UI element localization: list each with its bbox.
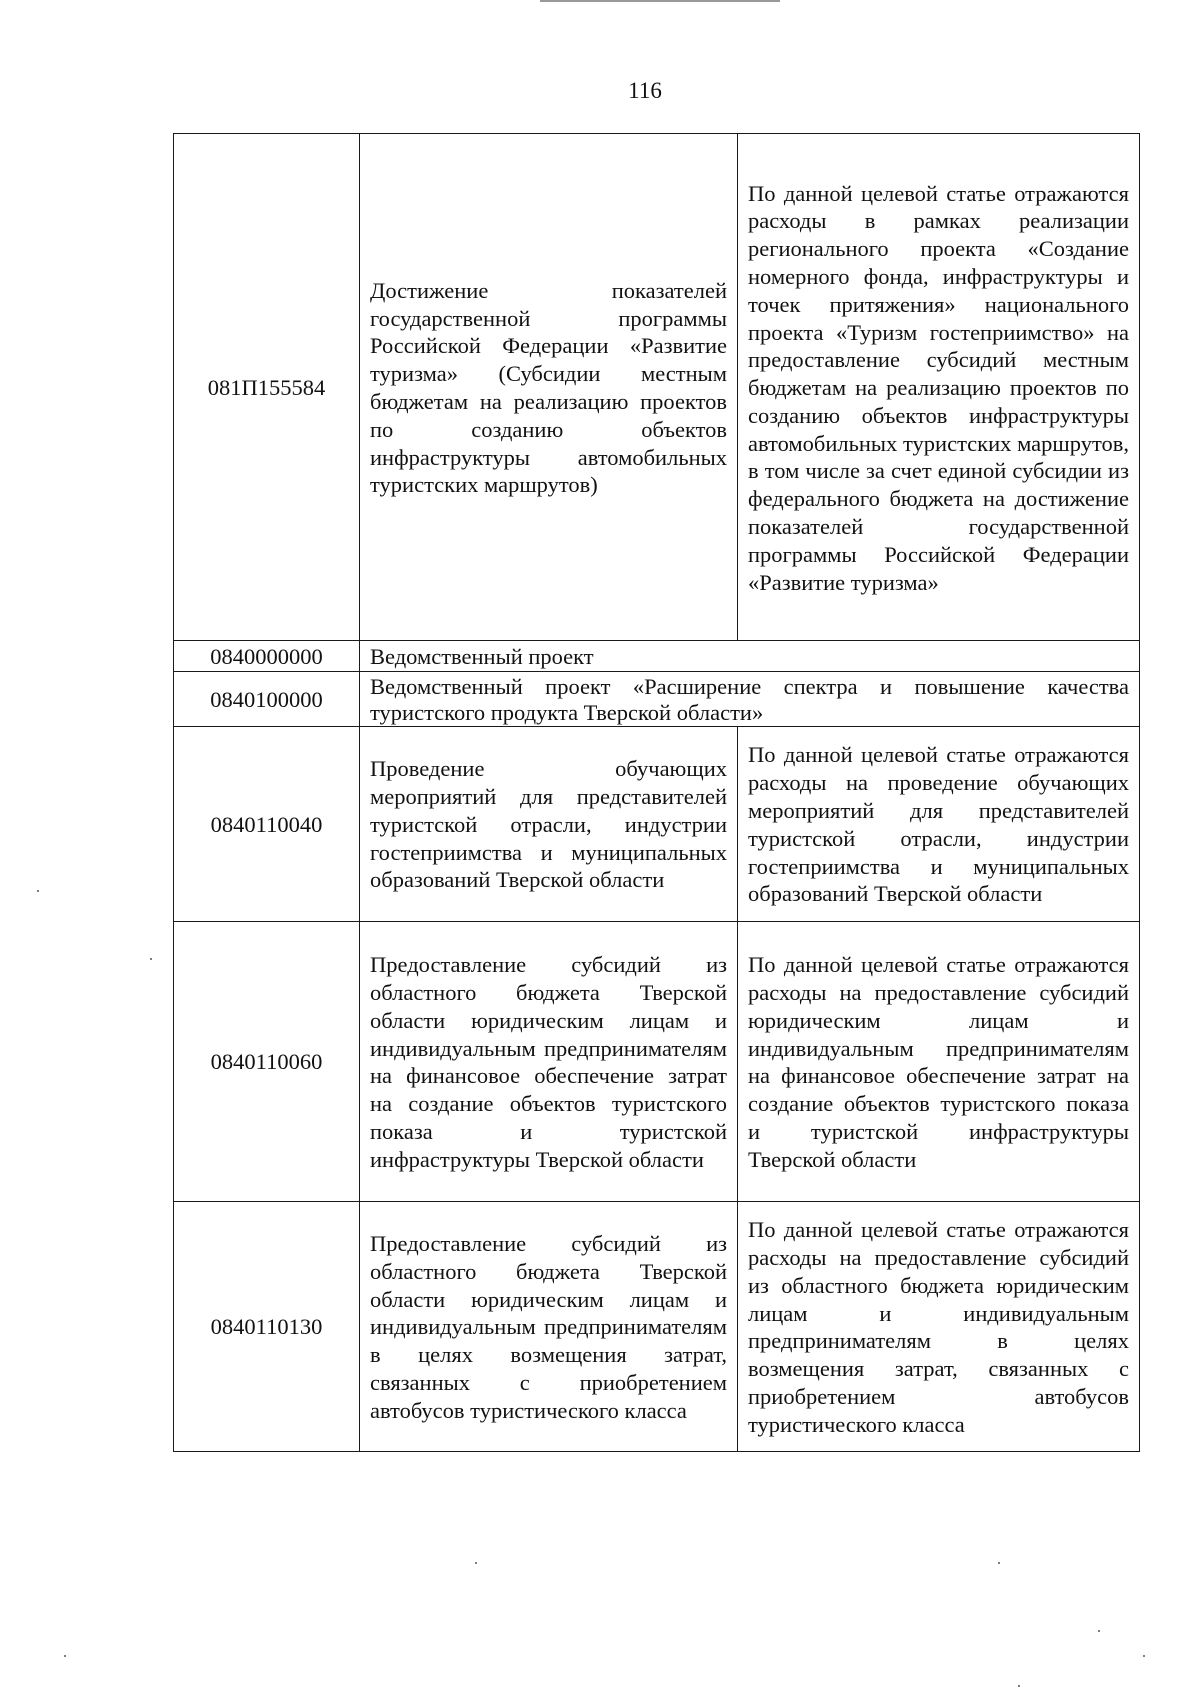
target-article-name: Ведомственный проект: [360, 641, 1140, 672]
target-article-name: Предоставление субсидий из областного бюджета Тверской области юридическим лицам и индивидуальным предпринимателям на финансовое обеспечение затрат на создание объектов туристского показа и туристской инфраструктуры Тверской области: [360, 921, 738, 1201]
table-row: [174, 641, 1140, 672]
scan-speck: [998, 1562, 1000, 1564]
target-article-description: По данной целевой статье отражаются расходы на предоставление субсидий юридическим лицам и индивидуальным предпринимателям на финансовое обеспечение затрат на создание объектов туристского показа и туристской инфраструктуры Тверской области: [738, 921, 1140, 1201]
target-article-description: По данной целевой статье отражаются расходы в рамках реализации регионального проекта «Создание номерного фонда, инфраструктуры и точек притяжения» национального проекта «Туризм гостеприимство» на предоставление субсидий местным бюджетам на реализацию проектов по созданию объектов инфраструктуры автомобильных туристских маршрутов, в том числе за счет единой субсидии из федерального бюджета на достижение показателей государственной программы Российской Федерации «Развитие туризма»: [738, 134, 1140, 641]
scan-speck: [1018, 1685, 1020, 1687]
target-article-name: Достижение показателей государственной программы Российской Федерации «Развитие туризма» (Субсидии местным бюджетам на реализацию проектов по созданию объектов инфраструктуры автомобильных туристских маршрутов): [360, 134, 738, 641]
table-row: [174, 921, 1140, 1201]
target-article-name: Ведомственный проект «Расширение спектра и повышение качества туристского продукта Тверской области»: [360, 671, 1140, 726]
scan-speck: [475, 1562, 477, 1564]
target-article-description: По данной целевой статье отражаются расходы на проведение обучающих мероприятий для представителей туристской отрасли, индустрии гостеприимства и муниципальных образований Тверской области: [738, 726, 1140, 921]
target-article-name: Проведение обучающих мероприятий для представителей туристской отрасли, индустрии гостеприимства и муниципальных образований Тверской области: [360, 726, 738, 921]
target-article-code: 0840100000: [174, 671, 360, 726]
scan-speck: [150, 958, 152, 960]
table-row: [174, 1201, 1140, 1451]
table-row: [174, 726, 1140, 921]
table-row: [174, 671, 1140, 726]
page-number: 116: [628, 78, 662, 103]
budget-classification-table: [173, 133, 1140, 1452]
target-article-code: 0840000000: [174, 641, 360, 672]
scan-speck: [1098, 1630, 1100, 1632]
target-article-code: 0840110130: [174, 1201, 360, 1451]
table-row: [174, 134, 1140, 641]
target-article-code: 0840110060: [174, 921, 360, 1201]
scan-speck: [64, 1655, 66, 1657]
scan-speck: [37, 890, 39, 892]
target-article-code: 081П155584: [174, 134, 360, 641]
target-article-description: По данной целевой статье отражаются расходы на предоставление субсидий из областного бюджета юридическим лицам и индивидуальным предпринимателям в целях возмещения затрат, связанных с приобретением автобусов туристического класса: [738, 1201, 1140, 1451]
target-article-name: Предоставление субсидий из областного бюджета Тверской области юридическим лицам и индивидуальным предпринимателям в целях возмещения затрат, связанных с приобретением автобусов туристического класса: [360, 1201, 738, 1451]
scan-speck: [1143, 1655, 1145, 1657]
scan-edge-mark: [540, 0, 780, 2]
target-article-code: 0840110040: [174, 726, 360, 921]
